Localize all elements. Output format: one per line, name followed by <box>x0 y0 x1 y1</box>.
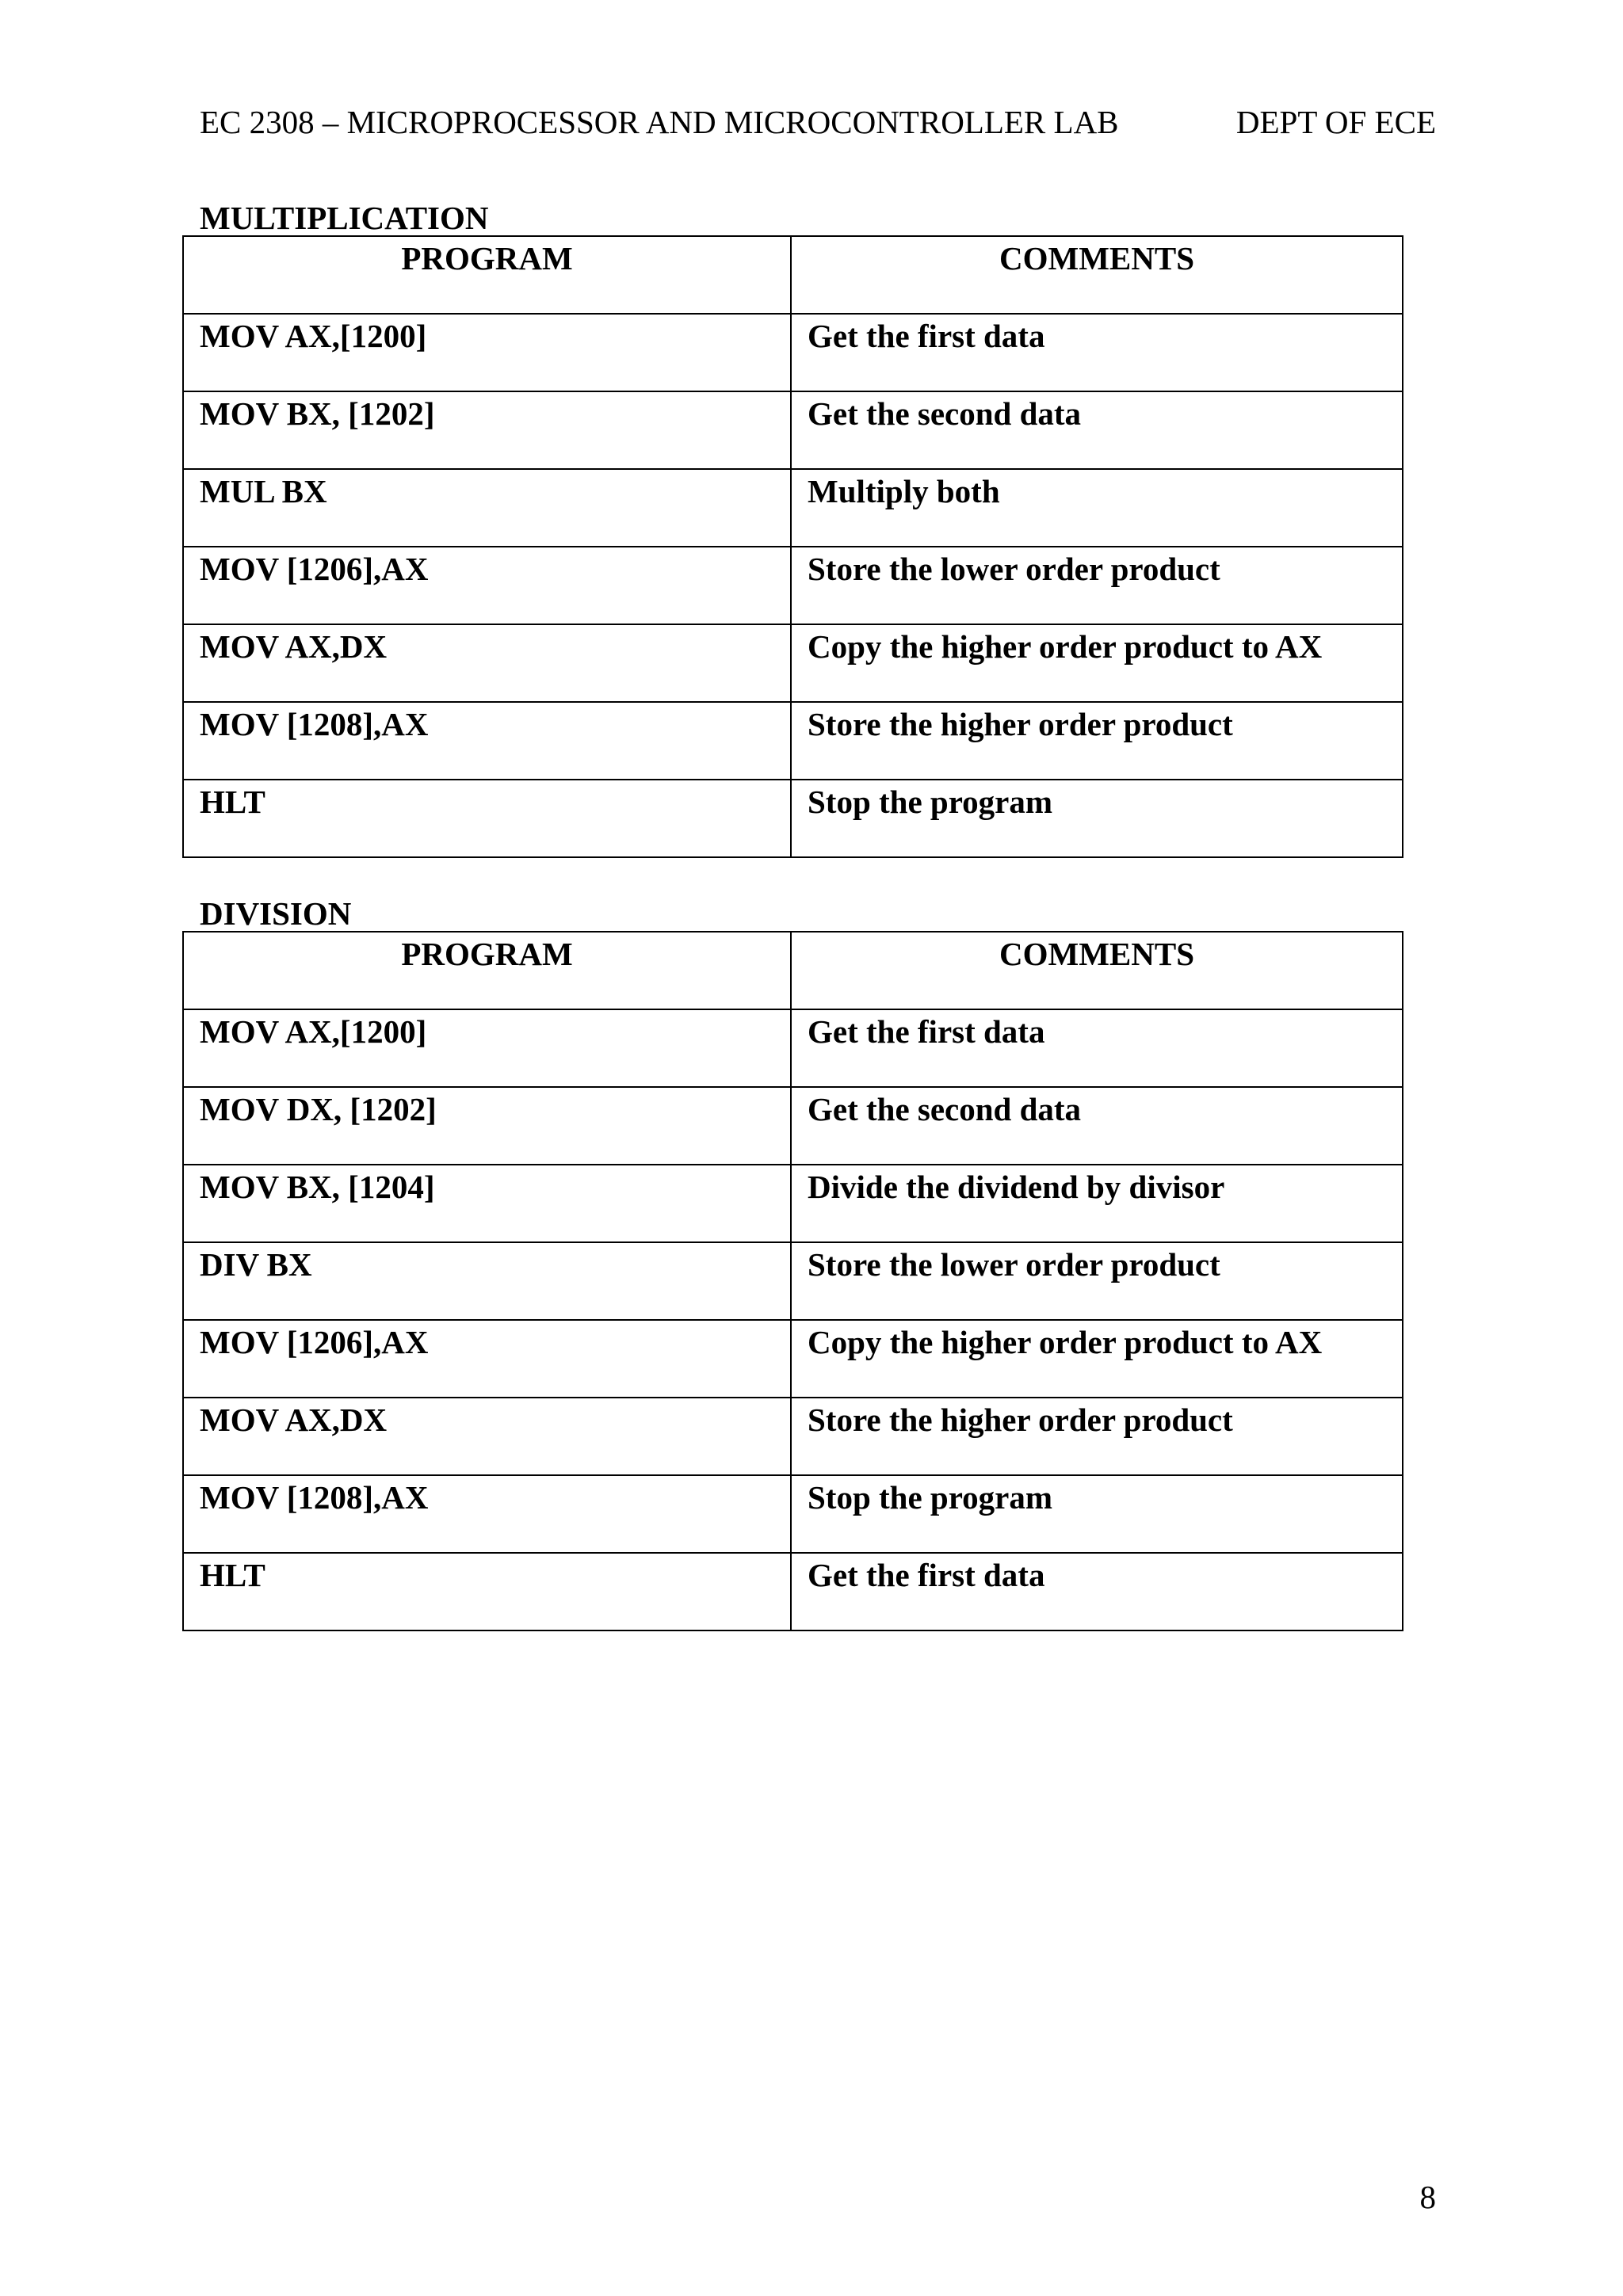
comment-cell: Store the higher order product <box>791 1398 1403 1475</box>
comment-cell: Get the first data <box>791 1553 1403 1630</box>
program-cell: MOV DX, [1202] <box>183 1087 791 1165</box>
comment-cell: Store the higher order product <box>791 702 1403 780</box>
program-cell: MOV AX,DX <box>183 1398 791 1475</box>
program-cell: MOV AX,[1200] <box>183 314 791 391</box>
program-cell: MOV AX,DX <box>183 624 791 702</box>
program-cell: HLT <box>183 780 791 857</box>
program-cell: DIV BX <box>183 1242 791 1320</box>
multiplication-title: MULTIPLICATION <box>200 200 489 236</box>
course-title: EC 2308 – MICROPROCESSOR AND MICROCONTROLLER LAB <box>200 104 1119 140</box>
table-row <box>183 547 1403 624</box>
table-row <box>183 1242 1403 1320</box>
table-row <box>183 1320 1403 1398</box>
program-cell: MUL BX <box>183 469 791 547</box>
division-title: DIVISION <box>200 895 352 932</box>
table-header-row <box>183 236 1403 314</box>
table-row <box>183 702 1403 780</box>
comment-cell: Get the second data <box>791 1087 1403 1165</box>
program-cell: HLT <box>183 1553 791 1630</box>
program-cell: MOV BX, [1204] <box>183 1165 791 1242</box>
comment-cell: Stop the program <box>791 780 1403 857</box>
page-header <box>200 98 1436 146</box>
table-row <box>183 469 1403 547</box>
table-row <box>183 1165 1403 1242</box>
program-cell: MOV [1208],AX <box>183 702 791 780</box>
comment-cell: Get the first data <box>791 314 1403 391</box>
program-cell: MOV AX,[1200] <box>183 1009 791 1087</box>
comment-cell: Stop the program <box>791 1475 1403 1553</box>
table-row <box>183 1553 1403 1630</box>
table-row <box>183 391 1403 469</box>
column-header-comments: COMMENTS <box>791 236 1403 314</box>
comment-cell: Multiply both <box>791 469 1403 547</box>
table-header-row <box>183 932 1403 1009</box>
comment-cell: Divide the dividend by divisor <box>791 1165 1403 1242</box>
column-header-program: PROGRAM <box>183 932 791 1009</box>
comment-cell: Copy the higher order product to AX <box>791 624 1403 702</box>
program-cell: MOV [1208],AX <box>183 1475 791 1553</box>
division-table <box>182 931 1403 1631</box>
comment-cell: Copy the higher order product to AX <box>791 1320 1403 1398</box>
comment-cell: Get the first data <box>791 1009 1403 1087</box>
table-row <box>183 624 1403 702</box>
comment-cell: Store the lower order product <box>791 547 1403 624</box>
program-cell: MOV [1206],AX <box>183 547 791 624</box>
table-row <box>183 1398 1403 1475</box>
column-header-comments: COMMENTS <box>791 932 1403 1009</box>
multiplication-table <box>182 235 1403 858</box>
table-row <box>183 1009 1403 1087</box>
table-row <box>183 780 1403 857</box>
program-cell: MOV [1206],AX <box>183 1320 791 1398</box>
table-row <box>183 1087 1403 1165</box>
table-row <box>183 314 1403 391</box>
department-name: DEPT OF ECE <box>1235 104 1436 140</box>
column-header-program: PROGRAM <box>183 236 791 314</box>
comment-cell: Store the lower order product <box>791 1242 1403 1320</box>
page-number: 8 <box>1419 2179 1436 2215</box>
table-row <box>183 1475 1403 1553</box>
program-cell: MOV BX, [1202] <box>183 391 791 469</box>
comment-cell: Get the second data <box>791 391 1403 469</box>
